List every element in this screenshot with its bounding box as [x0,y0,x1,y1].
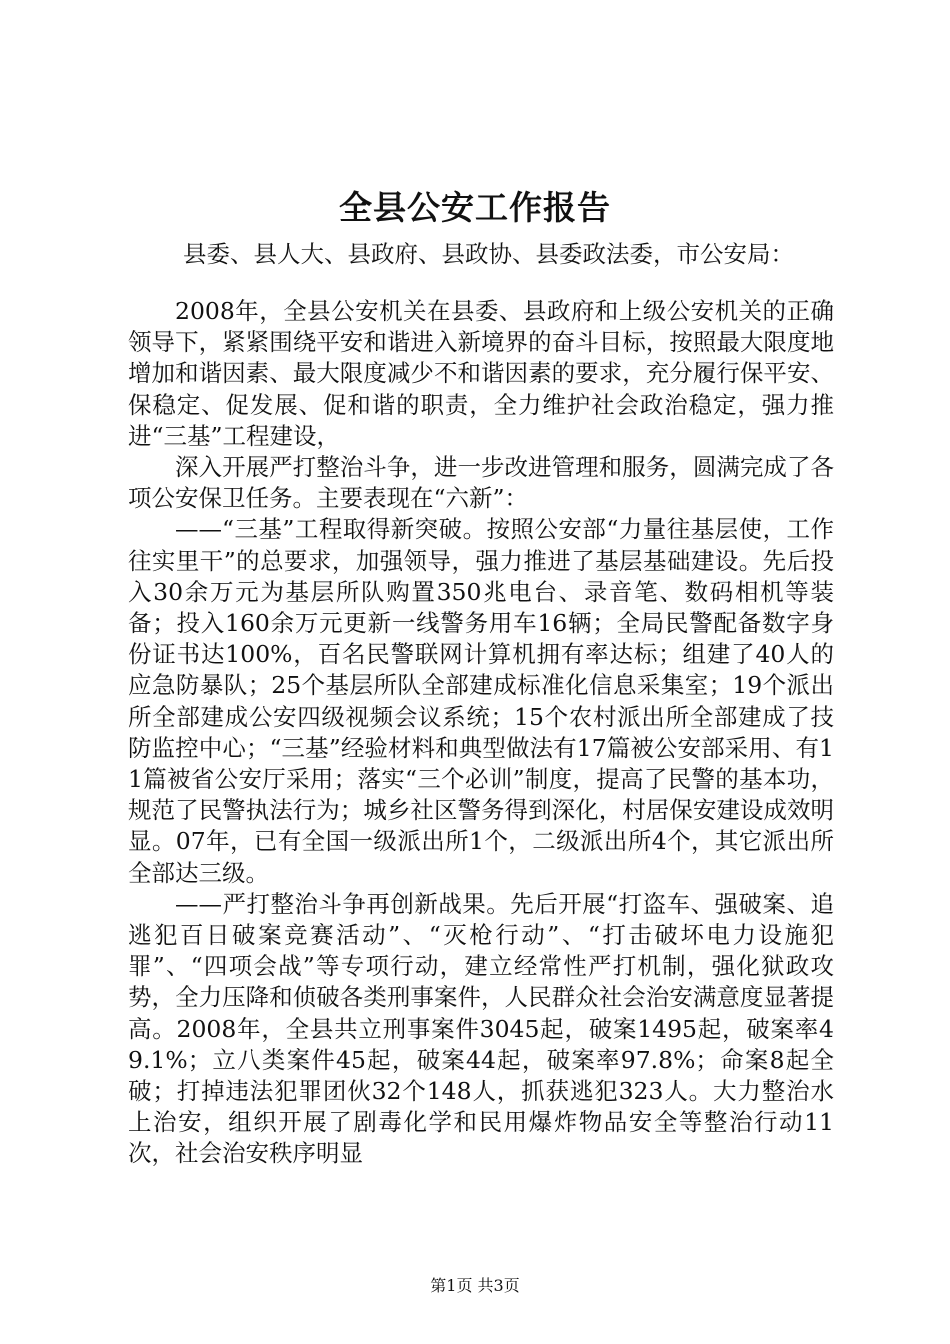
salutation: 县委、县人大、县政府、县政协、县委政法委，市公安局： [183,240,794,268]
paragraph-2: 深入开展严打整治斗争，进一步改进管理和服务，圆满完成了各项公安保卫任务。主要表现在“六新”： [128,453,834,513]
paragraph-1: 2008年，全县公安机关在县委、县政府和上级公安机关的正确领导下，紧紧围绕平安和谐进入新境界的奋斗目标，按照最大限度地增加和谐因素、最大限度减少不和谐因素的要求，充分履行保平安、保稳定、促发展、促和谐的职责，全力维护社会政治稳定，强力推进“三基”工程建设， [128,297,834,450]
paragraph-3: ——“三基”工程取得新突破。按照公安部“力量往基层使，工作往实里干”的总要求，加强领导，强力推进了基层基础建设。先后投入30余万元为基层所队购置350兆电台、录音笔、数码相机等装备；投入160余万元更新一线警务用车16辆；全局民警配备数字身份证书达100%，百名民警联网计算机拥有率达标；组建了40人的应急防暴队；25个基层所队全部建成标准化信息采集室；19个派出所全部建成公安四级视频会议系统；15个农村派出所全部建成了技防监控中心；“三基”经验材料和典型做法有17篇被公安部采用、有11篇被省公安厅采用；落实“三个必训”制度，提高了民警的基本功，规范了民警执法行为；城乡社区警务得到深化，村居保安建设成效明显。07年，已有全国一级派出所1个，二级派出所4个，其它派出所全部达三级。 [128,515,834,887]
document-title: 全县公安工作报告 [339,188,611,227]
document-body [128,296,834,1170]
paragraph-4: ——严打整治斗争再创新战果。先后开展“打盗车、强破案、追逃犯百日破案竞赛活动”、“灭枪行动”、“打击破坏电力设施犯罪”、“四项会战”等专项行动，建立经常性严打机制，强化狱政攻势，全力压降和侦破各类刑事案件，人民群众社会治安满意度显著提高。2008年，全县共立刑事案件3045起，破案1495起，破案率49.1%；立八类案件45起，破案44起，破案率97.8%；命案8起全破；打掉违法犯罪团伙32个148人，抓获逃犯323人。大力整治水上治安，组织开展了剧毒化学和民用爆炸物品安全等整治行动11次，社会治安秩序明显 [128,889,834,1168]
page-footer: 第1页 共3页 [430,1276,520,1295]
